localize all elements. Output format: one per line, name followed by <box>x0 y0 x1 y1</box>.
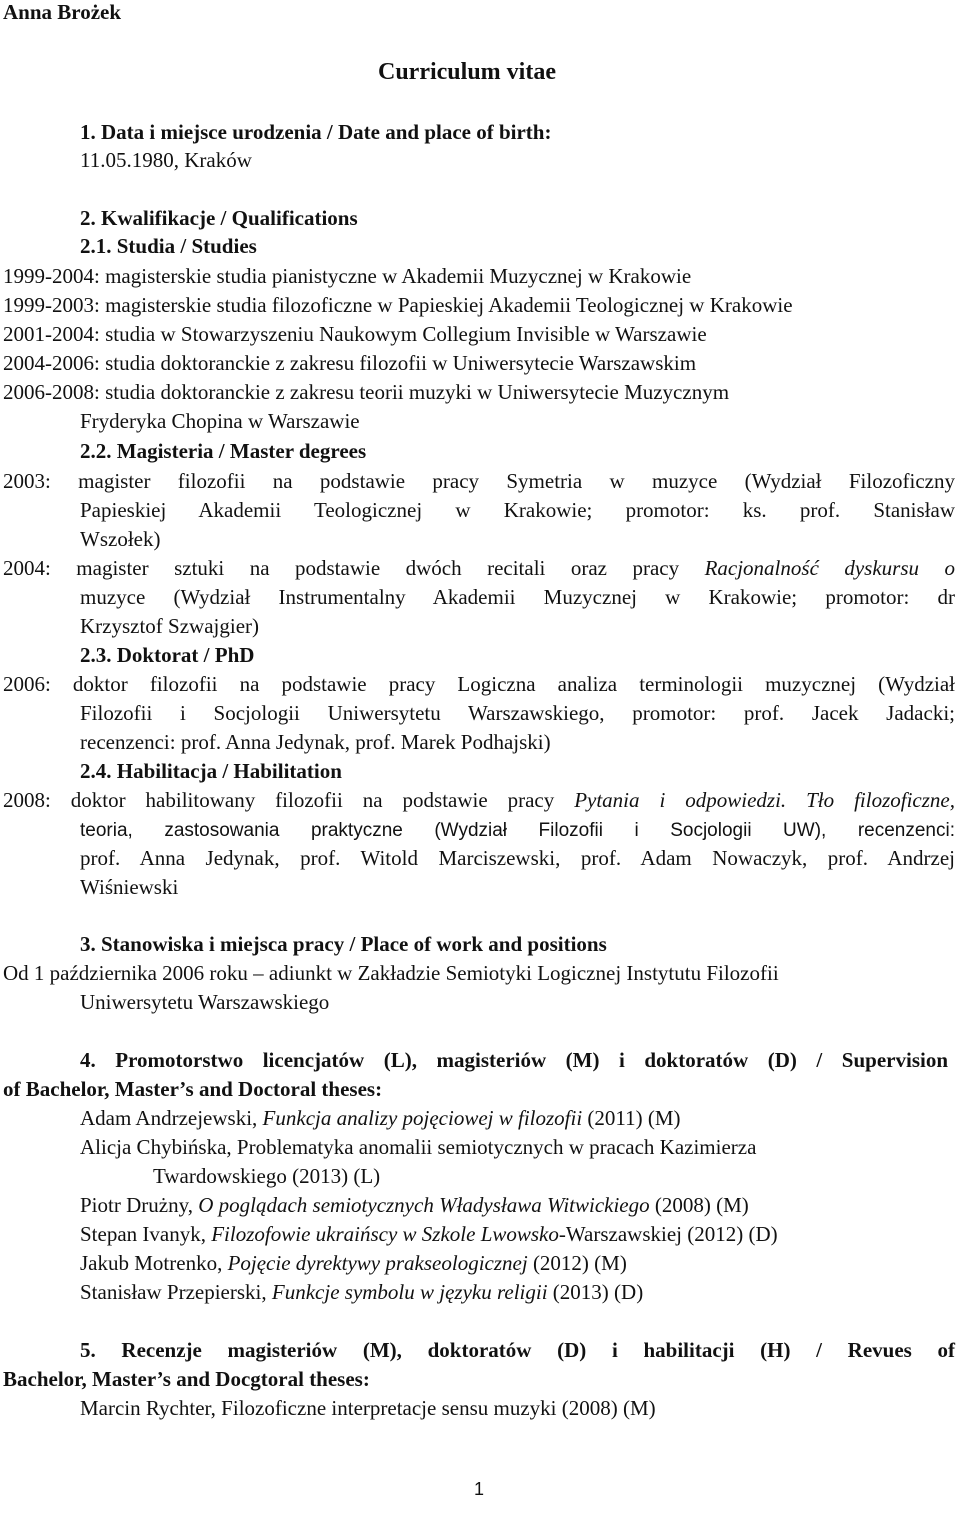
student-name: Jakub Motrenko, <box>80 1251 228 1275</box>
page-number: 1 <box>474 1479 485 1499</box>
studies-line: 2004-2006: studia doktoranckie z zakresu filozofii w Uniwersytecie Warszawskim <box>3 351 697 375</box>
section-4-heading: 4. Promotorstwo licencjatów (L), magisteriów (M) i doktoratów (D) / Supervision <box>80 1048 948 1072</box>
section-2-heading: 2. Kwalifikacje / Qualifications <box>80 206 358 230</box>
thesis-title: Funkcja analizy pojęciowej w filozofii <box>262 1106 583 1130</box>
position-line: Od 1 października 2006 roku – adiunkt w Zakładzie Semiotyki Logicznej Instytutu Filozofii <box>3 961 779 985</box>
phd-line: 2006: doktor filozofii na podstawie pracy Logiczna analiza terminologii muzycznej (Wydział <box>3 672 955 696</box>
thesis-title: O poglądach semiotycznych Władysława Witwickiego <box>198 1193 650 1217</box>
section-2-3-heading: 2.3. Doktorat / PhD <box>80 643 255 667</box>
supervision-item <box>80 1282 643 1303</box>
studies-line: Fryderyka Chopina w Warszawie <box>80 409 360 433</box>
master-entry-line <box>3 558 955 579</box>
master-entry-text: 2004: magister sztuki na podstawie dwóch recitali oraz pracy <box>3 556 705 580</box>
master-entry-line: Papieskiej Akademii Teologicznej w Krakowie; promotor: ks. prof. Stanisław <box>80 498 955 522</box>
thesis-title: Racjonalność dyskursu o <box>704 556 955 580</box>
master-entry-line: muzyce (Wydział Instrumentalny Akademii Muzycznej w Krakowie; promotor: dr <box>80 585 955 609</box>
section-5-heading: Bachelor, Master’s and Docgtoral theses: <box>3 1367 370 1391</box>
student-name: Stepan Ivanyk, <box>80 1222 212 1246</box>
habilitation-text: teoria, zastosowania praktyczne (Wydział Filozofii i Socjologii UW), recenzenci: <box>80 820 955 841</box>
section-3-heading: 3. Stanowiska i miejsca pracy / Place of work and positions <box>80 932 607 956</box>
section-5-heading: 5. Recenzje magisteriów (M), doktoratów (D) i habilitacji (H) / Revues of <box>80 1338 955 1362</box>
habilitation-line: Wiśniewski <box>80 875 179 899</box>
thesis-info: (2008) (M) <box>649 1193 749 1217</box>
studies-line: 1999-2004: magisterskie studia pianistyczne w Akademii Muzycznej w Krakowie <box>3 264 692 288</box>
section-2-1-heading: 2.1. Studia / Studies <box>80 234 257 258</box>
thesis-info: (2011) (M) <box>582 1106 681 1130</box>
page-title: Curriculum vitae <box>378 59 556 85</box>
master-entry-line: 2003: magister filozofii na podstawie pracy Symetria w muzyce (Wydział Filozoficzny <box>3 469 955 493</box>
student-name: Alicja Chybińska, Problematyka anomalii semiotycznych w pracach Kazimierza <box>80 1135 757 1159</box>
studies-line: 2001-2004: studia w Stowarzyszeniu Naukowym Collegium Invisible w Warszawie <box>3 322 707 346</box>
thesis-title: Filozofowie ukraińscy w Szkole Lwowsko- <box>211 1222 566 1246</box>
thesis-title: Pytania i odpowiedzi. Tło filozoficzne, <box>574 788 955 812</box>
section-4-heading: of Bachelor, Master’s and Doctoral theses: <box>3 1077 383 1101</box>
master-entry-line: Wszołek) <box>80 527 161 551</box>
section-2-4-heading: 2.4. Habilitacja / Habilitation <box>80 759 342 783</box>
supervision-item <box>80 1137 756 1158</box>
student-name: Adam Andrzejewski, <box>80 1106 263 1130</box>
review-item: Marcin Rychter, Filozoficzne interpretacje sensu muzyki (2008) (M) <box>80 1396 656 1420</box>
supervision-item <box>80 1253 627 1274</box>
habilitation-line: prof. Anna Jedynak, prof. Witold Marciszewski, prof. Adam Nowaczyk, prof. Andrzej <box>80 846 955 870</box>
section-1-heading: 1. Data i miejsce urodzenia / Date and place of birth: <box>80 120 552 144</box>
student-name: Piotr Drużny, <box>80 1193 199 1217</box>
thesis-info: (2012) (M) <box>527 1251 627 1275</box>
phd-line: recenzenci: prof. Anna Jedynak, prof. Marek Podhajski) <box>80 730 551 754</box>
supervision-item <box>80 1195 749 1216</box>
studies-line: 1999-2003: magisterskie studia filozoficzne w Papieskiej Akademii Teologicznej w Krakowie <box>3 293 793 317</box>
supervision-item <box>80 1224 778 1245</box>
studies-line: 2006-2008: studia doktoranckie z zakresu teorii muzyki w Uniwersytecie Muzycznym <box>3 380 730 404</box>
thesis-title: Pojęcie dyrektywy prakseologicznej <box>227 1251 528 1275</box>
section-2-2-heading: 2.2. Magisteria / Master degrees <box>80 439 367 463</box>
thesis-info: Warszawskiej (2012) (D) <box>565 1222 778 1246</box>
supervision-item <box>80 1108 681 1129</box>
master-entry-line: Krzysztof Szwajgier) <box>80 614 260 638</box>
author-name: Anna Brożek <box>3 0 122 24</box>
thesis-title: Funkcje symbolu w języku religii <box>271 1280 548 1304</box>
student-name: Stanisław Przepierski, <box>80 1280 272 1304</box>
habilitation-text: 2008: doktor habilitowany filozofii na podstawie pracy <box>3 788 575 812</box>
birth-info: 11.05.1980, Kraków <box>80 148 252 172</box>
phd-line: Filozofii i Socjologii Uniwersytetu Warszawskiego, promotor: prof. Jacek Jadacki; <box>80 701 955 725</box>
supervision-item <box>153 1166 380 1187</box>
position-line: Uniwersytetu Warszawskiego <box>80 990 330 1014</box>
thesis-info: (2013) (D) <box>547 1280 644 1304</box>
thesis-info: Twardowskiego (2013) (L) <box>153 1164 381 1188</box>
habilitation-line <box>80 819 955 840</box>
habilitation-line <box>3 790 955 811</box>
